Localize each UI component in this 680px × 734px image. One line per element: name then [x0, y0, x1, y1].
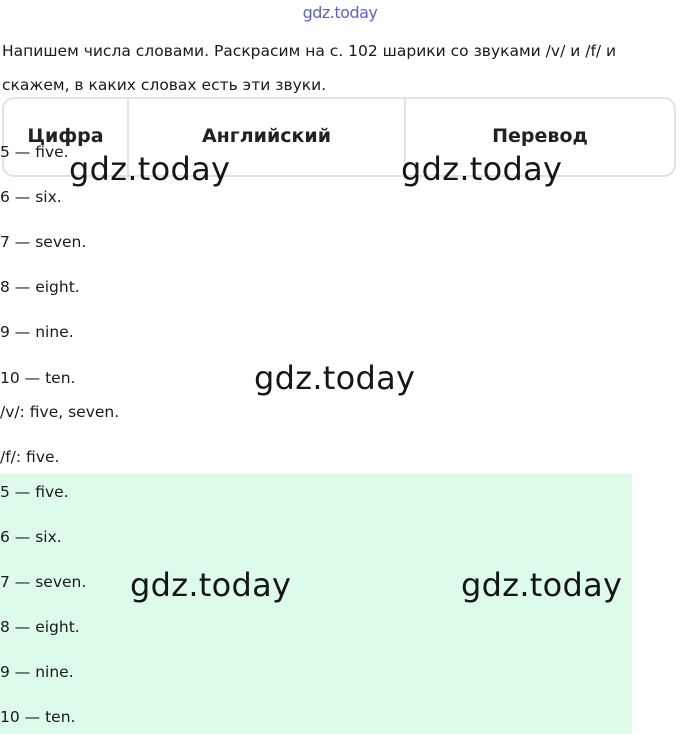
sound-line-v: /v/: five, seven. — [0, 403, 120, 421]
sound-line-f: /f/: five. — [0, 448, 60, 466]
task-description: Напишем числа словами. Раскрасим на с. 102 шарики со звуками /v/ и /f/ и скажем, в каких словах есть эти звуки. — [2, 42, 617, 94]
number-line: 7 — seven. — [0, 573, 87, 591]
number-line: 10 — ten. — [0, 708, 76, 726]
number-line: 10 — ten. — [0, 369, 76, 387]
number-line: 5 — five. — [0, 483, 69, 501]
number-line: 7 — seven. — [0, 233, 87, 251]
site-logo[interactable]: gdz.today — [302, 3, 378, 22]
watermark: gdz.today — [130, 566, 292, 604]
number-line: 9 — nine. — [0, 663, 74, 681]
number-line: 5 — five. — [0, 143, 69, 161]
answer-table — [0, 97, 680, 147]
number-line: 6 — six. — [0, 528, 62, 546]
watermark: gdz.today — [461, 566, 623, 604]
highlighted-answer-block — [0, 474, 632, 734]
number-line: 8 — eight. — [0, 618, 80, 636]
watermark: gdz.today — [254, 359, 416, 397]
number-line: 9 — nine. — [0, 323, 74, 341]
table-header-digit: Цифра — [4, 99, 129, 179]
number-line: 8 — eight. — [0, 278, 80, 296]
table-header-translation: Перевод — [492, 125, 588, 147]
table-header-english: Английский — [129, 99, 406, 179]
watermark: gdz.today — [69, 150, 231, 188]
number-line: 6 — six. — [0, 188, 62, 206]
watermark: gdz.today — [401, 150, 563, 188]
